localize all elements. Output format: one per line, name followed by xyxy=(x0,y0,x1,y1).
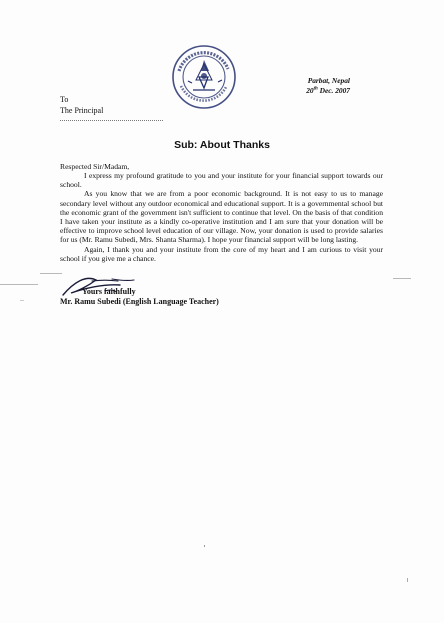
subject-heading: Sub: About Thanks xyxy=(174,139,270,151)
paragraph-gratitude: I express my profound gratitude to you and your institute for your financial support towards our school. xyxy=(60,171,383,190)
date-month-year: Dec. 2007 xyxy=(317,86,350,95)
date-day-suffix: th xyxy=(313,86,318,92)
addressee-title: The Principal xyxy=(60,105,104,115)
scan-mark xyxy=(20,300,24,301)
closing-phrase: Yours faithfully xyxy=(82,287,136,296)
scan-mark xyxy=(393,278,411,279)
scan-mark xyxy=(407,578,408,582)
date xyxy=(288,86,350,96)
scan-mark xyxy=(0,284,38,285)
scan-mark xyxy=(40,273,62,274)
school-stamp-icon xyxy=(171,44,237,110)
addressee-block xyxy=(60,95,103,116)
paragraph-closing-thanks: Again, I thank you and your institute from the core of my heart and I am curious to visit your school if you give me a chance. xyxy=(60,244,383,263)
addressee-to: To xyxy=(60,95,69,104)
date-day: 20 xyxy=(306,86,314,95)
place: Parbat, Nepal xyxy=(307,76,350,85)
place-and-date xyxy=(288,76,350,96)
address-dotted-line xyxy=(60,120,163,121)
signatory-name: Mr. Ramu Subedi (English Language Teacher) xyxy=(60,297,219,306)
scan-mark xyxy=(204,545,205,547)
paragraph-background: As you know that we are from a poor economic background. It is not easy to us to manage secondary level without any outdoor economical and educational support. It is a governmental school but the economic grant of the government isn't sufficient to continue that level. On the basis of that condition I have taken your institute as a kindly co-operative institution and I am sure that your donation will be effective to improve school level education of our village. Now, your donation is used to provide salaries for us (Mr. Ramu Subedi, Mrs. Shanta Sharma). I hope your financial support will be long lasting. xyxy=(60,189,383,245)
letter-body xyxy=(60,171,383,263)
salutation: Respected Sir/Madam, xyxy=(60,162,130,171)
